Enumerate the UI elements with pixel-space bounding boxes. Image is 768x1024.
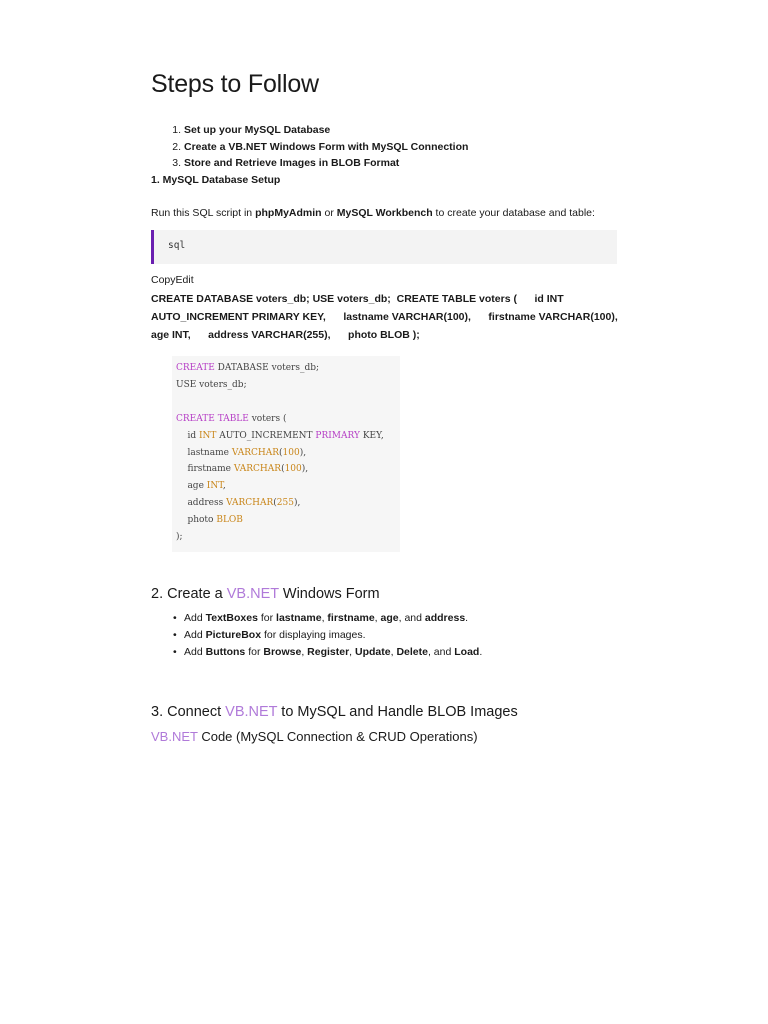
vbnet-link[interactable]: VB.NET [226, 586, 279, 602]
steps-list [151, 122, 468, 172]
sql-script-text: CREATE DATABASE voters_db; USE voters_db; CREATE TABLE voters ( id INT AUTO_INCREMENT PRIMARY KEY, lastname VARCHAR(100), firstname VARCHAR(100), age INT, address VARCHAR(255), photo BLOB ); [151, 293, 636, 341]
step-text: Create a VB.NET Windows Form with MySQL Connection [184, 140, 469, 153]
code-language-header [151, 230, 617, 264]
list-item: 2. Create a VB.NET Windows Form with MySQL Connection [172, 140, 469, 153]
section-heading-windows-form: 2. Create a VB.NET Windows Form [151, 586, 380, 602]
vbnet-link[interactable]: VB.NET [225, 704, 278, 720]
sql-code-block: CREATE DATABASE voters_db; USE voters_db; CREATE TABLE voters ( id INT AUTO_INCREMENT PRIMARY KEY, lastname VARCHAR(100), firstname VARCHAR(100), age INT, address VARCHAR(255), photo BLOB ); [172, 356, 400, 552]
list-item: • Add TextBoxes for lastname, firstname, age, and address. [173, 610, 482, 627]
form-controls-list [173, 610, 482, 661]
copy-edit-button[interactable]: CopyEdit [151, 274, 194, 286]
code-subheading: VB.NET Code (MySQL Connection & CRUD Operations) [151, 729, 478, 744]
section-heading-connect: 3. Connect VB.NET to MySQL and Handle BLOB Images [151, 704, 518, 720]
list-item: • Add PictureBox for displaying images. [173, 627, 482, 644]
vbnet-link[interactable]: VB.NET [151, 729, 198, 744]
list-item: • Add Buttons for Browse, Register, Update, Delete, and Load. [173, 644, 482, 661]
page-title: Steps to Follow [151, 70, 319, 98]
code-language-label: sql [168, 240, 186, 251]
section-heading-database-setup: 1. MySQL Database Setup [151, 174, 281, 186]
step-text: Store and Retrieve Images in BLOB Format [184, 157, 400, 169]
intro-paragraph: Run this SQL script in phpMyAdmin or MySQL Workbench to create your database and table: [151, 207, 595, 219]
step-text: Set up your MySQL Database [184, 124, 331, 136]
list-item: 3. Store and Retrieve Images in BLOB Format [172, 157, 400, 169]
list-item: 1. Set up your MySQL Database [172, 124, 331, 136]
